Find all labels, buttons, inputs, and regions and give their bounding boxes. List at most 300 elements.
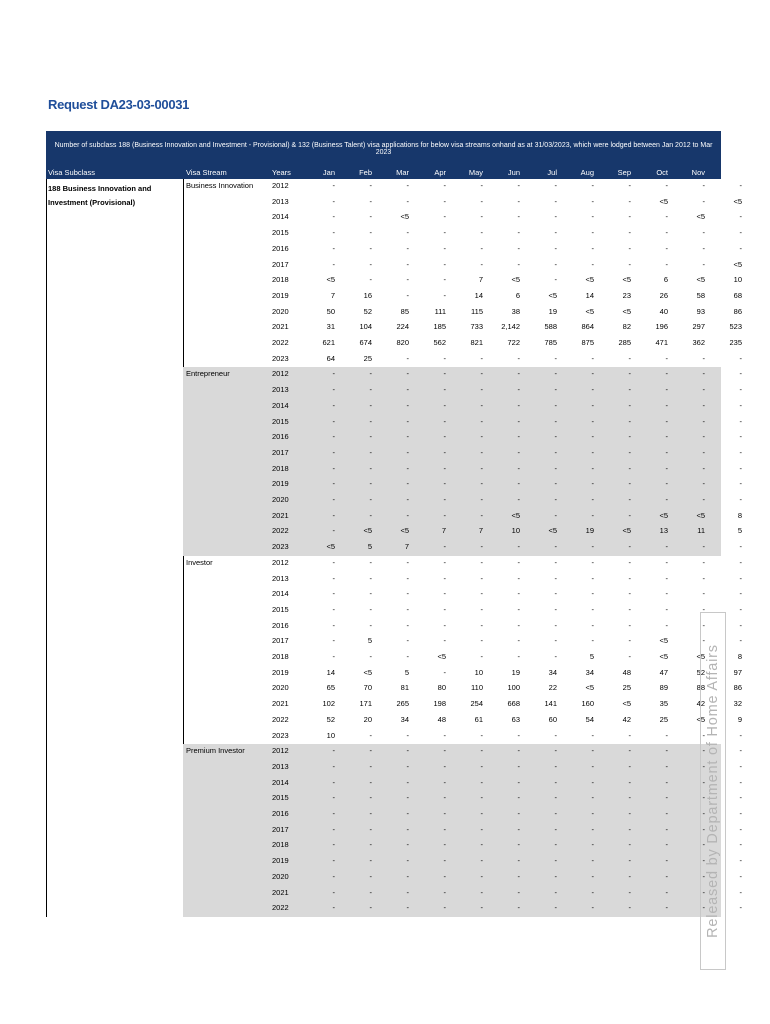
month-value-cell: -	[406, 259, 409, 269]
month-value-cell: -	[406, 432, 409, 442]
month-value-cell: -	[406, 620, 409, 630]
month-value-cell: 68	[733, 290, 742, 300]
month-value-cell: <5	[511, 275, 520, 285]
month-value-cell: -	[332, 840, 335, 850]
month-value-cell: -	[702, 181, 705, 190]
month-value-cell: -	[591, 447, 594, 457]
month-value-cell: 265	[396, 699, 409, 709]
month-value-cell: -	[406, 479, 409, 489]
month-value-cell: 70	[363, 683, 372, 693]
applications-table	[46, 179, 742, 917]
month-value-cell: 42	[696, 699, 705, 709]
month-value-cell: -	[443, 259, 446, 269]
table-row	[46, 807, 742, 823]
month-value-cell: 63	[511, 714, 520, 724]
month-value-cell: -	[480, 652, 483, 661]
month-value-cell: -	[628, 196, 631, 206]
month-value-cell: 7	[478, 526, 483, 536]
month-value-cell: -	[406, 589, 409, 599]
month-value-cell: -	[406, 369, 409, 379]
month-value-cell: -	[443, 495, 446, 504]
month-value-cell: 7	[404, 542, 409, 552]
table-row	[46, 399, 742, 415]
year-cell: 2019	[272, 667, 289, 677]
month-value-cell: <5	[696, 652, 705, 661]
table-row	[46, 713, 742, 729]
month-value-cell: -	[554, 620, 557, 630]
month-value-cell: 7	[441, 526, 446, 536]
month-value-cell: <5	[548, 290, 557, 300]
year-cell: 2014	[272, 212, 289, 222]
month-value-cell: -	[480, 856, 483, 866]
month-value-cell: -	[628, 777, 631, 787]
watermark-text: Released by Department of Home Affairs	[705, 644, 721, 938]
month-value-cell: 722	[507, 338, 520, 347]
month-value-cell: -	[554, 887, 557, 897]
month-value-cell: -	[517, 432, 520, 442]
month-value-cell: -	[739, 557, 742, 567]
month-value-cell: -	[554, 636, 557, 646]
month-value-cell: 64	[326, 353, 335, 363]
month-value-cell: -	[739, 228, 742, 238]
month-value-cell: 10	[733, 275, 742, 285]
table-row	[46, 258, 742, 274]
month-value-cell: -	[517, 746, 520, 756]
table-row	[46, 289, 742, 305]
month-value-cell: -	[369, 887, 372, 897]
month-value-cell: -	[628, 840, 631, 850]
month-value-cell: -	[443, 746, 446, 756]
month-value-cell: -	[369, 903, 372, 913]
year-cell: 2012	[272, 369, 289, 379]
month-value-cell: 60	[548, 714, 557, 724]
month-value-cell: -	[554, 196, 557, 206]
month-value-cell: -	[406, 887, 409, 897]
month-value-cell: -	[739, 369, 742, 379]
month-value-cell: -	[369, 259, 372, 269]
month-value-cell: -	[665, 730, 668, 740]
month-value-cell: -	[517, 181, 520, 190]
month-value-cell: -	[702, 447, 705, 457]
month-value-cell: 171	[359, 699, 372, 709]
month-value-cell: -	[739, 730, 742, 740]
month-value-cell: -	[332, 369, 335, 379]
month-value-cell: -	[517, 369, 520, 379]
month-value-cell: -	[739, 903, 742, 913]
month-value-cell: -	[739, 243, 742, 253]
month-value-cell: <5	[696, 212, 705, 222]
year-cell: 2015	[272, 604, 289, 614]
month-value-cell: 864	[581, 322, 594, 332]
month-value-cell: -	[591, 636, 594, 646]
month-value-cell: -	[591, 228, 594, 238]
month-value-cell: 110	[471, 683, 483, 693]
month-value-cell: -	[369, 824, 372, 834]
year-cell: 2021	[272, 510, 289, 520]
year-cell: 2022	[272, 903, 289, 913]
month-value-cell: -	[554, 840, 557, 850]
month-value-cell: -	[480, 510, 483, 520]
month-value-cell: -	[665, 181, 668, 190]
year-cell: 2016	[272, 243, 289, 253]
month-value-cell: -	[628, 620, 631, 630]
month-value-cell: 5	[589, 652, 594, 661]
month-value-cell: -	[443, 903, 446, 913]
month-value-cell: -	[739, 777, 742, 787]
month-value-cell: 5	[367, 636, 372, 646]
year-cell: 2022	[272, 714, 289, 724]
month-value-cell: 25	[659, 714, 668, 724]
month-value-cell: -	[443, 840, 446, 850]
month-value-cell: -	[406, 400, 409, 410]
month-value-cell: -	[443, 856, 446, 866]
month-value-cell: -	[628, 385, 631, 395]
month-value-cell: -	[517, 196, 520, 206]
month-value-cell: 254	[470, 699, 483, 709]
month-value-cell: -	[480, 369, 483, 379]
month-value-cell: -	[702, 903, 705, 913]
month-value-cell: -	[332, 196, 335, 206]
month-value-cell: -	[443, 871, 446, 881]
month-value-cell: -	[406, 871, 409, 881]
month-value-cell: -	[665, 400, 668, 410]
month-value-cell: -	[369, 400, 372, 410]
month-value-cell: -	[628, 793, 631, 803]
header-visa-stream: Visa Stream	[186, 168, 227, 177]
month-value-cell: -	[591, 809, 594, 818]
month-value-cell: -	[554, 557, 557, 567]
month-value-cell: -	[739, 181, 742, 190]
month-value-cell: -	[591, 542, 594, 552]
month-value-cell: 102	[322, 699, 335, 709]
table-row	[46, 305, 742, 321]
month-value-cell: -	[591, 793, 594, 803]
month-value-cell: -	[591, 463, 594, 473]
header-month-jan: Jan	[322, 168, 335, 177]
month-value-cell: 285	[618, 338, 631, 347]
month-value-cell: -	[517, 652, 520, 661]
month-value-cell: 115	[471, 306, 483, 316]
month-value-cell: -	[665, 777, 668, 787]
month-value-cell: 97	[733, 667, 742, 677]
month-value-cell: -	[332, 777, 335, 787]
month-value-cell: -	[332, 589, 335, 599]
month-value-cell: -	[332, 212, 335, 222]
month-value-cell: 7	[478, 275, 483, 285]
month-value-cell: -	[665, 793, 668, 803]
month-value-cell: -	[702, 243, 705, 253]
month-value-cell: -	[443, 353, 446, 363]
month-value-cell: -	[554, 761, 557, 771]
month-value-cell: 14	[474, 290, 483, 300]
month-value-cell: <5	[548, 526, 557, 536]
month-value-cell: -	[332, 604, 335, 614]
month-value-cell: -	[517, 243, 520, 253]
month-value-cell: -	[665, 416, 668, 426]
month-value-cell: -	[406, 275, 409, 285]
month-value-cell: <5	[326, 542, 335, 552]
month-value-cell: -	[702, 400, 705, 410]
table-row	[46, 352, 742, 368]
month-value-cell: -	[332, 479, 335, 489]
month-value-cell: -	[369, 275, 372, 285]
month-value-cell: 11	[697, 526, 705, 536]
month-value-cell: -	[591, 400, 594, 410]
month-value-cell: -	[480, 181, 483, 190]
month-value-cell: -	[702, 259, 705, 269]
month-value-cell: -	[739, 589, 742, 599]
month-value-cell: -	[702, 557, 705, 567]
month-value-cell: -	[702, 369, 705, 379]
month-value-cell: -	[554, 212, 557, 222]
month-value-cell: -	[554, 589, 557, 599]
month-value-cell: -	[332, 495, 335, 504]
month-value-cell: 185	[433, 322, 446, 332]
month-value-cell: -	[739, 871, 742, 881]
month-value-cell: -	[443, 777, 446, 787]
month-value-cell: -	[443, 589, 446, 599]
month-value-cell: -	[702, 636, 705, 646]
year-cell: 2020	[272, 683, 289, 693]
month-value-cell: -	[702, 353, 705, 363]
month-value-cell: -	[591, 903, 594, 913]
month-value-cell: -	[369, 761, 372, 771]
month-value-cell: -	[406, 463, 409, 473]
month-value-cell: -	[591, 495, 594, 504]
month-value-cell: -	[702, 730, 705, 740]
month-value-cell: -	[628, 604, 631, 614]
month-value-cell: 25	[622, 683, 631, 693]
table-row	[46, 415, 742, 431]
table-row	[46, 195, 742, 211]
month-value-cell: -	[591, 557, 594, 567]
month-value-cell: -	[369, 416, 372, 426]
month-value-cell: -	[554, 542, 557, 552]
month-value-cell: 821	[470, 338, 483, 347]
month-value-cell: -	[517, 573, 520, 583]
month-value-cell: -	[665, 840, 668, 850]
month-value-cell: -	[443, 479, 446, 489]
month-value-cell: -	[665, 824, 668, 834]
month-value-cell: -	[406, 856, 409, 866]
month-value-cell: -	[665, 589, 668, 599]
month-value-cell: <5	[659, 636, 668, 646]
month-value-cell: -	[480, 589, 483, 599]
month-value-cell: -	[480, 793, 483, 803]
month-value-cell: -	[480, 620, 483, 630]
month-value-cell: -	[332, 809, 335, 818]
month-value-cell: -	[591, 243, 594, 253]
month-value-cell: -	[332, 793, 335, 803]
month-value-cell: -	[332, 181, 335, 190]
month-value-cell: 86	[733, 306, 742, 316]
month-value-cell: -	[480, 887, 483, 897]
month-value-cell: -	[702, 777, 705, 787]
month-value-cell: <5	[363, 526, 372, 536]
year-cell: 2013	[272, 761, 289, 771]
table-row	[46, 697, 742, 713]
month-value-cell: -	[517, 542, 520, 552]
month-value-cell: -	[591, 385, 594, 395]
month-value-cell: -	[443, 557, 446, 567]
month-value-cell: -	[739, 400, 742, 410]
month-value-cell: -	[369, 871, 372, 881]
month-value-cell: -	[739, 793, 742, 803]
month-value-cell: -	[628, 761, 631, 771]
table-row	[46, 666, 742, 682]
month-value-cell: -	[591, 369, 594, 379]
month-value-cell: -	[739, 416, 742, 426]
month-value-cell: 23	[622, 290, 631, 300]
month-value-cell: -	[369, 212, 372, 222]
month-value-cell: -	[332, 463, 335, 473]
month-value-cell: -	[332, 871, 335, 881]
month-value-cell: -	[406, 290, 409, 300]
month-value-cell: -	[591, 777, 594, 787]
month-value-cell: -	[554, 463, 557, 473]
table-row	[46, 901, 742, 917]
month-value-cell: 6	[515, 290, 520, 300]
month-value-cell: 52	[363, 306, 372, 316]
year-cell: 2013	[272, 196, 289, 206]
month-value-cell: -	[332, 652, 335, 661]
month-value-cell: -	[628, 730, 631, 740]
month-value-cell: <5	[622, 306, 631, 316]
month-value-cell: -	[443, 447, 446, 457]
year-cell: 2017	[272, 447, 289, 457]
month-value-cell: -	[665, 385, 668, 395]
header-month-aug: Aug	[580, 168, 594, 177]
year-cell: 2018	[272, 463, 289, 473]
month-value-cell: -	[517, 761, 520, 771]
month-value-cell: -	[480, 903, 483, 913]
month-value-cell: -	[554, 793, 557, 803]
year-cell: 2021	[272, 699, 289, 709]
month-value-cell: 785	[544, 338, 557, 347]
month-value-cell: -	[628, 824, 631, 834]
month-value-cell: <5	[659, 510, 668, 520]
month-value-cell: -	[628, 652, 631, 661]
month-value-cell: 141	[544, 699, 557, 709]
month-value-cell: -	[739, 432, 742, 442]
month-value-cell: -	[406, 903, 409, 913]
month-value-cell: -	[702, 573, 705, 583]
header-month-dec: Dec	[728, 168, 742, 177]
month-value-cell: 5	[404, 667, 409, 677]
month-value-cell: -	[406, 824, 409, 834]
month-value-cell: 93	[696, 306, 705, 316]
year-cell: 2017	[272, 824, 289, 834]
table-row	[46, 634, 742, 650]
month-value-cell: -	[406, 761, 409, 771]
month-value-cell: -	[406, 636, 409, 646]
month-value-cell: -	[332, 385, 335, 395]
month-value-cell: -	[628, 903, 631, 913]
month-value-cell: -	[443, 228, 446, 238]
month-value-cell: 34	[585, 667, 594, 677]
month-value-cell: -	[369, 495, 372, 504]
year-cell: 2012	[272, 181, 289, 190]
month-value-cell: 85	[400, 306, 409, 316]
month-value-cell: 7	[330, 290, 335, 300]
month-value-cell: -	[517, 212, 520, 222]
month-value-cell: -	[665, 809, 668, 818]
month-value-cell: -	[480, 243, 483, 253]
month-value-cell: -	[628, 542, 631, 552]
month-value-cell: <5	[733, 259, 742, 269]
month-value-cell: 8	[737, 652, 742, 661]
month-value-cell: -	[665, 212, 668, 222]
table-row	[46, 681, 742, 697]
month-value-cell: -	[369, 385, 372, 395]
month-value-cell: 81	[400, 683, 409, 693]
month-value-cell: -	[406, 746, 409, 756]
month-value-cell: 668	[507, 699, 520, 709]
month-value-cell: -	[554, 777, 557, 787]
month-value-cell: -	[332, 636, 335, 646]
month-value-cell: -	[406, 573, 409, 583]
month-value-cell: -	[628, 856, 631, 866]
month-value-cell: -	[480, 840, 483, 850]
table-row	[46, 430, 742, 446]
month-value-cell: -	[369, 432, 372, 442]
month-value-cell: -	[739, 620, 742, 630]
month-value-cell: -	[628, 181, 631, 190]
month-value-cell: -	[665, 604, 668, 614]
month-value-cell: -	[739, 809, 742, 818]
table-row	[46, 760, 742, 776]
month-value-cell: -	[702, 840, 705, 850]
header-month-jul: Jul	[547, 168, 557, 177]
month-value-cell: <5	[363, 667, 372, 677]
year-cell: 2013	[272, 385, 289, 395]
year-cell: 2021	[272, 322, 289, 332]
month-value-cell: -	[554, 746, 557, 756]
month-value-cell: 16	[363, 290, 372, 300]
header-month-nov: Nov	[691, 168, 705, 177]
month-value-cell: -	[332, 259, 335, 269]
month-value-cell: -	[628, 495, 631, 504]
month-value-cell: -	[406, 652, 409, 661]
month-value-cell: -	[665, 447, 668, 457]
month-value-cell: 362	[692, 338, 705, 347]
month-value-cell: -	[443, 620, 446, 630]
month-value-cell: -	[443, 275, 446, 285]
month-value-cell: -	[739, 353, 742, 363]
month-value-cell: -	[554, 856, 557, 866]
month-value-cell: 89	[659, 683, 668, 693]
month-value-cell: -	[332, 887, 335, 897]
month-value-cell: -	[554, 385, 557, 395]
month-value-cell: 34	[400, 714, 409, 724]
month-value-cell: -	[332, 243, 335, 253]
month-value-cell: -	[332, 746, 335, 756]
month-value-cell: -	[480, 636, 483, 646]
table-row	[46, 336, 742, 352]
year-cell: 2016	[272, 620, 289, 630]
month-value-cell: -	[517, 416, 520, 426]
year-cell: 2019	[272, 290, 289, 300]
month-value-cell: 10	[326, 730, 335, 740]
month-value-cell: 523	[729, 322, 742, 332]
month-value-cell: <5	[659, 652, 668, 661]
month-value-cell: <5	[400, 212, 409, 222]
month-value-cell: -	[369, 620, 372, 630]
month-value-cell: 14	[585, 290, 594, 300]
month-value-cell: -	[369, 573, 372, 583]
month-value-cell: -	[369, 777, 372, 787]
table-row	[46, 179, 742, 195]
